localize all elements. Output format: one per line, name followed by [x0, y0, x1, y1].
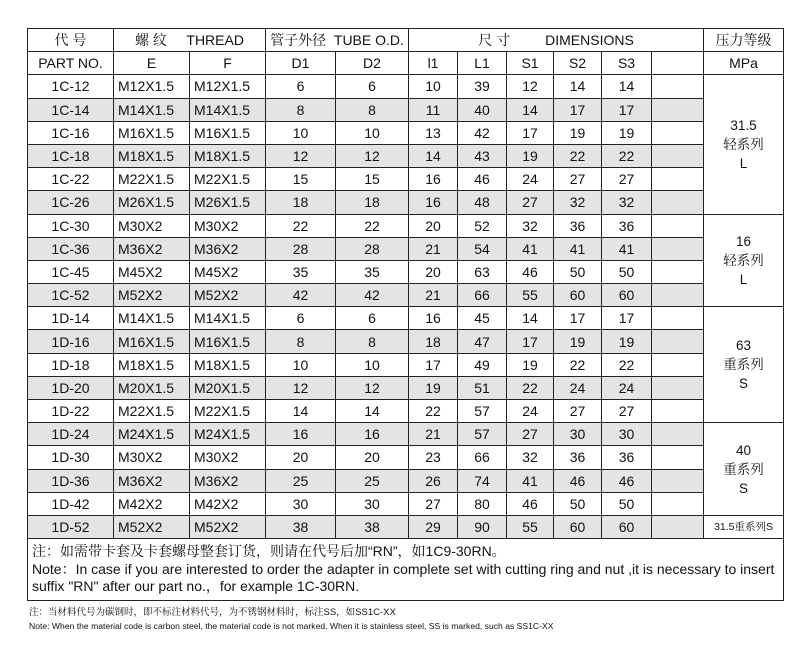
- thread-e-cell: M20X1.5: [114, 376, 190, 399]
- l1-cell: 16: [409, 307, 458, 330]
- pressure-grade-cell: [704, 423, 784, 516]
- d1-cell: 10: [266, 353, 336, 376]
- part-no-cell: 1D-30: [28, 446, 114, 469]
- d1-cell: 22: [266, 214, 336, 237]
- s2-cell: 17: [554, 307, 602, 330]
- part-no-header-zh: 代 号: [28, 29, 114, 52]
- blank-cell: [652, 214, 704, 237]
- thread-header: [114, 29, 266, 52]
- L1-cell: 51: [458, 376, 507, 399]
- thread-e-cell: M18X1.5: [114, 353, 190, 376]
- thread-f-cell: M22X1.5: [190, 400, 266, 423]
- s1-cell: 41: [507, 237, 554, 260]
- d2-cell: 25: [336, 469, 409, 492]
- part-no-cell: 1C-12: [28, 75, 114, 98]
- pressure-grade-mpa: 16: [736, 233, 752, 249]
- d2-cell: 22: [336, 214, 409, 237]
- col-header-l1: l1: [409, 52, 458, 75]
- blank-cell: [652, 492, 704, 515]
- table-row: [28, 144, 784, 167]
- col-header-s1: S1: [507, 52, 554, 75]
- blank-cell: [652, 191, 704, 214]
- table-row: [28, 75, 784, 98]
- s1-cell: 24: [507, 168, 554, 191]
- note-row: [28, 539, 784, 601]
- d2-cell: 6: [336, 307, 409, 330]
- thread-header-en: THREAD: [186, 32, 244, 49]
- s3-cell: 50: [602, 492, 652, 515]
- thread-e-cell: M36X2: [114, 237, 190, 260]
- d2-cell: 8: [336, 330, 409, 353]
- s2-cell: 46: [554, 469, 602, 492]
- d2-cell: 30: [336, 492, 409, 515]
- thread-f-cell: M20X1.5: [190, 376, 266, 399]
- l1-cell: 16: [409, 191, 458, 214]
- blank-cell: [652, 237, 704, 260]
- part-no-cell: 1D-36: [28, 469, 114, 492]
- dimensions-header-zh: 尺 寸: [478, 32, 511, 49]
- L1-cell: 42: [458, 121, 507, 144]
- s3-cell: 41: [602, 237, 652, 260]
- d2-cell: 14: [336, 400, 409, 423]
- d1-cell: 8: [266, 330, 336, 353]
- thread-e-cell: M22X1.5: [114, 400, 190, 423]
- part-no-cell: 1C-36: [28, 237, 114, 260]
- d2-cell: 12: [336, 376, 409, 399]
- s3-cell: 22: [602, 144, 652, 167]
- d2-cell: 10: [336, 353, 409, 376]
- d2-cell: 20: [336, 446, 409, 469]
- l1-cell: 16: [409, 168, 458, 191]
- d1-cell: 10: [266, 121, 336, 144]
- blank-cell: [652, 423, 704, 446]
- s1-cell: 17: [507, 330, 554, 353]
- d2-cell: 28: [336, 237, 409, 260]
- thread-e-cell: M30X2: [114, 214, 190, 237]
- s1-cell: 24: [507, 400, 554, 423]
- L1-cell: 57: [458, 400, 507, 423]
- pressure-header-en: MPa: [704, 52, 784, 75]
- table-row: [28, 492, 784, 515]
- s1-cell: 19: [507, 353, 554, 376]
- pressure-grade-code: S: [739, 376, 749, 392]
- thread-e-cell: M16X1.5: [114, 121, 190, 144]
- l1-cell: 21: [409, 284, 458, 307]
- thread-e-cell: M12X1.5: [114, 75, 190, 98]
- d2-cell: 6: [336, 75, 409, 98]
- L1-cell: 39: [458, 75, 507, 98]
- s3-cell: 30: [602, 423, 652, 446]
- d1-cell: 28: [266, 237, 336, 260]
- L1-cell: 46: [458, 168, 507, 191]
- l1-cell: 14: [409, 144, 458, 167]
- d2-cell: 18: [336, 191, 409, 214]
- thread-f-cell: M26X1.5: [190, 191, 266, 214]
- s2-cell: 27: [554, 400, 602, 423]
- s2-cell: 24: [554, 376, 602, 399]
- blank-cell: [652, 400, 704, 423]
- blank-cell: [652, 75, 704, 98]
- s3-cell: 19: [602, 330, 652, 353]
- thread-f-cell: M36X2: [190, 237, 266, 260]
- d2-cell: 35: [336, 260, 409, 283]
- s3-cell: 50: [602, 260, 652, 283]
- s1-cell: 14: [507, 98, 554, 121]
- footer-note-zh: 注：当材料代号为碳钢时，即不标注材料代号，为不锈钢材料时，标注SS，如SS1C-XX: [29, 607, 396, 618]
- col-header-d2: D2: [336, 52, 409, 75]
- s2-cell: 14: [554, 75, 602, 98]
- s1-cell: 14: [507, 307, 554, 330]
- d2-cell: 42: [336, 284, 409, 307]
- table-row: [28, 423, 784, 446]
- thread-f-cell: M12X1.5: [190, 75, 266, 98]
- tube-header: [266, 29, 409, 52]
- l1-cell: 13: [409, 121, 458, 144]
- header-row-top: [28, 29, 784, 52]
- s1-cell: 41: [507, 469, 554, 492]
- thread-e-cell: M22X1.5: [114, 168, 190, 191]
- d1-cell: 6: [266, 307, 336, 330]
- s2-cell: 41: [554, 237, 602, 260]
- s3-cell: 17: [602, 98, 652, 121]
- l1-cell: 11: [409, 98, 458, 121]
- col-header-f: F: [190, 52, 266, 75]
- d2-cell: 8: [336, 98, 409, 121]
- part-no-cell: 1C-22: [28, 168, 114, 191]
- s3-cell: 46: [602, 469, 652, 492]
- pressure-grade-cell: [704, 515, 784, 538]
- thread-f-cell: M45X2: [190, 260, 266, 283]
- header-row-sub: [28, 52, 784, 75]
- L1-cell: 54: [458, 237, 507, 260]
- s1-cell: 46: [507, 492, 554, 515]
- thread-e-cell: M26X1.5: [114, 191, 190, 214]
- s2-cell: 22: [554, 353, 602, 376]
- l1-cell: 17: [409, 353, 458, 376]
- blank-cell: [652, 144, 704, 167]
- L1-cell: 45: [458, 307, 507, 330]
- s3-cell: 22: [602, 353, 652, 376]
- part-no-cell: 1D-18: [28, 353, 114, 376]
- l1-cell: 22: [409, 400, 458, 423]
- pressure-grade-code: L: [739, 271, 748, 287]
- s3-cell: 19: [602, 121, 652, 144]
- s2-cell: 22: [554, 144, 602, 167]
- footer-note-en: Note: When the material code is carbon steel, the material code is not marked. When it is stainless steel, SS is marked, such as SS1C-XX: [29, 621, 554, 631]
- table-row: [28, 446, 784, 469]
- L1-cell: 63: [458, 260, 507, 283]
- thread-e-cell: M24X1.5: [114, 423, 190, 446]
- thread-f-cell: M30X2: [190, 446, 266, 469]
- s3-cell: 27: [602, 400, 652, 423]
- s1-cell: 19: [507, 144, 554, 167]
- s2-cell: 50: [554, 492, 602, 515]
- d1-cell: 38: [266, 515, 336, 538]
- blank-cell: [652, 353, 704, 376]
- L1-cell: 57: [458, 423, 507, 446]
- l1-cell: 20: [409, 260, 458, 283]
- d1-cell: 12: [266, 376, 336, 399]
- s1-cell: 55: [507, 284, 554, 307]
- L1-cell: 49: [458, 353, 507, 376]
- l1-cell: 19: [409, 376, 458, 399]
- blank-cell: [652, 330, 704, 353]
- table-body: [28, 75, 784, 539]
- table-row: [28, 469, 784, 492]
- part-no-cell: 1C-52: [28, 284, 114, 307]
- d1-cell: 8: [266, 98, 336, 121]
- s2-cell: 19: [554, 121, 602, 144]
- thread-f-cell: M24X1.5: [190, 423, 266, 446]
- l1-cell: 18: [409, 330, 458, 353]
- blank-cell: [652, 446, 704, 469]
- table-row: [28, 168, 784, 191]
- s1-cell: 32: [507, 214, 554, 237]
- blank-cell: [652, 376, 704, 399]
- part-no-cell: 1D-24: [28, 423, 114, 446]
- d2-cell: 16: [336, 423, 409, 446]
- tube-header-en: TUBE O.D.: [333, 32, 404, 49]
- l1-cell: 26: [409, 469, 458, 492]
- col-header-L1: L1: [458, 52, 507, 75]
- thread-e-cell: M14X1.5: [114, 307, 190, 330]
- s1-cell: 17: [507, 121, 554, 144]
- pressure-grade-series: 重系列: [723, 357, 764, 373]
- d2-cell: 10: [336, 121, 409, 144]
- d2-cell: 15: [336, 168, 409, 191]
- d1-cell: 35: [266, 260, 336, 283]
- l1-cell: 20: [409, 214, 458, 237]
- thread-f-cell: M42X2: [190, 492, 266, 515]
- s3-cell: 32: [602, 191, 652, 214]
- tube-header-zh: 管子外径: [270, 32, 327, 49]
- s1-cell: 12: [507, 75, 554, 98]
- thread-f-cell: M18X1.5: [190, 144, 266, 167]
- s2-cell: 60: [554, 515, 602, 538]
- table-row: [28, 400, 784, 423]
- blank-cell: [652, 121, 704, 144]
- pressure-grade-full: 31.5重系列S: [714, 520, 774, 533]
- thread-e-cell: M14X1.5: [114, 98, 190, 121]
- s3-cell: 24: [602, 376, 652, 399]
- d1-cell: 25: [266, 469, 336, 492]
- d1-cell: 14: [266, 400, 336, 423]
- l1-cell: 21: [409, 237, 458, 260]
- pressure-grade-series: 轻系列: [723, 136, 764, 152]
- pressure-header-zh: 压力等级: [704, 29, 784, 52]
- d2-cell: 12: [336, 144, 409, 167]
- L1-cell: 52: [458, 214, 507, 237]
- thread-e-cell: M52X2: [114, 515, 190, 538]
- thread-f-cell: M16X1.5: [190, 121, 266, 144]
- pressure-grade-series: 重系列: [723, 461, 764, 477]
- thread-e-cell: M16X1.5: [114, 330, 190, 353]
- d1-cell: 42: [266, 284, 336, 307]
- thread-f-cell: M52X2: [190, 515, 266, 538]
- col-header-e: E: [114, 52, 190, 75]
- table-row: [28, 121, 784, 144]
- table-row: [28, 515, 784, 538]
- s3-cell: 17: [602, 307, 652, 330]
- part-no-cell: 1D-22: [28, 400, 114, 423]
- part-no-cell: 1C-16: [28, 121, 114, 144]
- thread-e-cell: M30X2: [114, 446, 190, 469]
- table-row: [28, 307, 784, 330]
- note-en: Note：In case if you are interested to order the adapter in complete set with cutting ring and nut ,it is necessary to insert suffix "RN" after our part no.，for example 1C-30RN.: [32, 561, 775, 595]
- L1-cell: 66: [458, 284, 507, 307]
- L1-cell: 66: [458, 446, 507, 469]
- s2-cell: 60: [554, 284, 602, 307]
- L1-cell: 80: [458, 492, 507, 515]
- pressure-grade-code: S: [739, 480, 749, 496]
- table-row: [28, 284, 784, 307]
- table-row: [28, 376, 784, 399]
- s1-cell: 27: [507, 191, 554, 214]
- L1-cell: 43: [458, 144, 507, 167]
- pressure-grade-code: L: [739, 155, 748, 171]
- dimensions-header-en: DIMENSIONS: [545, 32, 634, 49]
- d1-cell: 16: [266, 423, 336, 446]
- table-row: [28, 237, 784, 260]
- thread-f-cell: M30X2: [190, 214, 266, 237]
- table-row: [28, 260, 784, 283]
- part-no-cell: 1C-45: [28, 260, 114, 283]
- thread-f-cell: M22X1.5: [190, 168, 266, 191]
- l1-cell: 21: [409, 423, 458, 446]
- s1-cell: 27: [507, 423, 554, 446]
- part-no-cell: 1C-26: [28, 191, 114, 214]
- d1-cell: 15: [266, 168, 336, 191]
- blank-cell: [652, 284, 704, 307]
- blank-cell: [652, 98, 704, 121]
- thread-e-cell: M52X2: [114, 284, 190, 307]
- s3-cell: 60: [602, 284, 652, 307]
- s1-cell: 55: [507, 515, 554, 538]
- L1-cell: 48: [458, 191, 507, 214]
- d1-cell: 18: [266, 191, 336, 214]
- pressure-grade-cell: [704, 307, 784, 423]
- d1-cell: 12: [266, 144, 336, 167]
- blank-cell: [652, 469, 704, 492]
- s2-cell: 30: [554, 423, 602, 446]
- col-header-d1: D1: [266, 52, 336, 75]
- part-no-cell: 1D-20: [28, 376, 114, 399]
- col-header-s3: S3: [602, 52, 652, 75]
- L1-cell: 47: [458, 330, 507, 353]
- s1-cell: 22: [507, 376, 554, 399]
- thread-e-cell: M42X2: [114, 492, 190, 515]
- l1-cell: 10: [409, 75, 458, 98]
- table-row: [28, 330, 784, 353]
- s1-cell: 46: [507, 260, 554, 283]
- pressure-grade-cell: [704, 214, 784, 307]
- table-row: [28, 98, 784, 121]
- part-no-cell: 1D-14: [28, 307, 114, 330]
- part-no-cell: 1D-42: [28, 492, 114, 515]
- s2-cell: 27: [554, 168, 602, 191]
- s2-cell: 36: [554, 446, 602, 469]
- d2-cell: 38: [336, 515, 409, 538]
- d1-cell: 6: [266, 75, 336, 98]
- part-no-cell: 1C-14: [28, 98, 114, 121]
- L1-cell: 40: [458, 98, 507, 121]
- s2-cell: 19: [554, 330, 602, 353]
- s3-cell: 60: [602, 515, 652, 538]
- pressure-grade-mpa: 31.5: [730, 117, 757, 133]
- table-row: [28, 214, 784, 237]
- thread-e-cell: M36X2: [114, 469, 190, 492]
- thread-f-cell: M18X1.5: [190, 353, 266, 376]
- L1-cell: 90: [458, 515, 507, 538]
- pressure-grade-mpa: 40: [736, 442, 752, 458]
- s2-cell: 32: [554, 191, 602, 214]
- L1-cell: 74: [458, 469, 507, 492]
- spec-table: [27, 28, 784, 601]
- thread-f-cell: M14X1.5: [190, 307, 266, 330]
- part-no-cell: 1D-52: [28, 515, 114, 538]
- pressure-grade-series: 轻系列: [723, 252, 764, 268]
- thread-header-zh: 螺 纹: [135, 32, 167, 49]
- thread-f-cell: M16X1.5: [190, 330, 266, 353]
- s1-cell: 32: [507, 446, 554, 469]
- thread-e-cell: M18X1.5: [114, 144, 190, 167]
- thread-f-cell: M14X1.5: [190, 98, 266, 121]
- part-no-header-en: PART NO.: [28, 52, 114, 75]
- pressure-grade-mpa: 63: [736, 338, 752, 354]
- blank-cell: [652, 515, 704, 538]
- blank-cell: [652, 307, 704, 330]
- blank-cell: [652, 168, 704, 191]
- table-row: [28, 191, 784, 214]
- note-zh: 注：如需带卡套及卡套螺母整套订货，则请在代号后加“RN”，如1C9-30RN。: [32, 543, 506, 560]
- d1-cell: 30: [266, 492, 336, 515]
- l1-cell: 29: [409, 515, 458, 538]
- col-header-s2: S2: [554, 52, 602, 75]
- thread-f-cell: M36X2: [190, 469, 266, 492]
- blank-cell: [652, 260, 704, 283]
- table-row: [28, 353, 784, 376]
- l1-cell: 27: [409, 492, 458, 515]
- thread-e-cell: M45X2: [114, 260, 190, 283]
- s2-cell: 36: [554, 214, 602, 237]
- s2-cell: 50: [554, 260, 602, 283]
- part-no-cell: 1C-30: [28, 214, 114, 237]
- s3-cell: 14: [602, 75, 652, 98]
- s3-cell: 27: [602, 168, 652, 191]
- d1-cell: 20: [266, 446, 336, 469]
- s3-cell: 36: [602, 446, 652, 469]
- note-cell: [28, 539, 784, 601]
- l1-cell: 23: [409, 446, 458, 469]
- s2-cell: 17: [554, 98, 602, 121]
- part-no-cell: 1D-16: [28, 330, 114, 353]
- dimensions-header: [409, 29, 704, 52]
- pressure-grade-cell: [704, 75, 784, 214]
- s3-cell: 36: [602, 214, 652, 237]
- part-no-cell: 1C-18: [28, 144, 114, 167]
- col-header-blank: [652, 52, 704, 75]
- thread-f-cell: M52X2: [190, 284, 266, 307]
